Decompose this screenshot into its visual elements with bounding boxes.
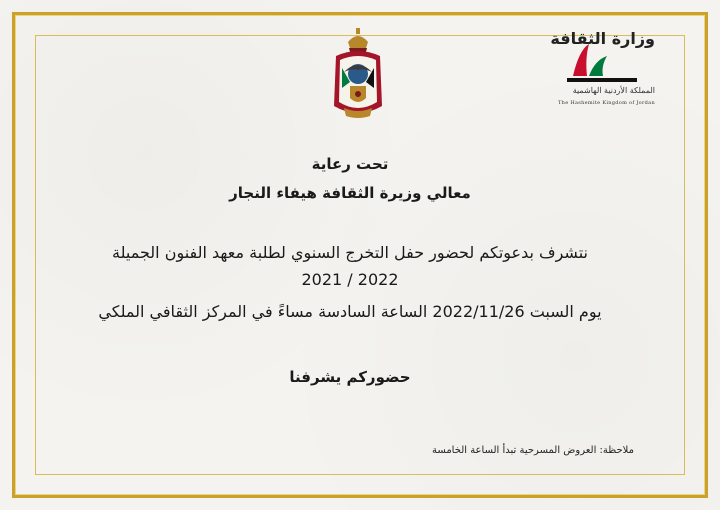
kingdom-name-english: The Hashemite Kingdom of Jordan (558, 100, 655, 106)
event-date-location: يوم السبت 2022/11/26 الساعة السادسة مساءً في المركز الثقافي الملكي (98, 302, 602, 321)
kingdom-name-arabic: المملكة الأردنية الهاشمية (572, 86, 655, 95)
footer-note: ملاحظة: العروض المسرحية تبدأ الساعة الخامسة (432, 445, 634, 456)
invitation-text: نتشرف بدعوتكم لحضور حفل التخرج السنوي لطلبة معهد الفنون الجميلة (112, 243, 588, 262)
patronage-heading: تحت رعاية (311, 155, 389, 173)
patron-name: معالي وزيرة الثقافة هيفاء النجار (229, 184, 471, 202)
ministry-name: وزارة الثقافة (550, 29, 655, 48)
ministry-logo (545, 20, 655, 115)
closing-line: حضوركم يشرفنا (289, 368, 411, 386)
coat-of-arms-icon (330, 28, 386, 124)
academic-year: 2021 / 2022 (301, 270, 399, 289)
